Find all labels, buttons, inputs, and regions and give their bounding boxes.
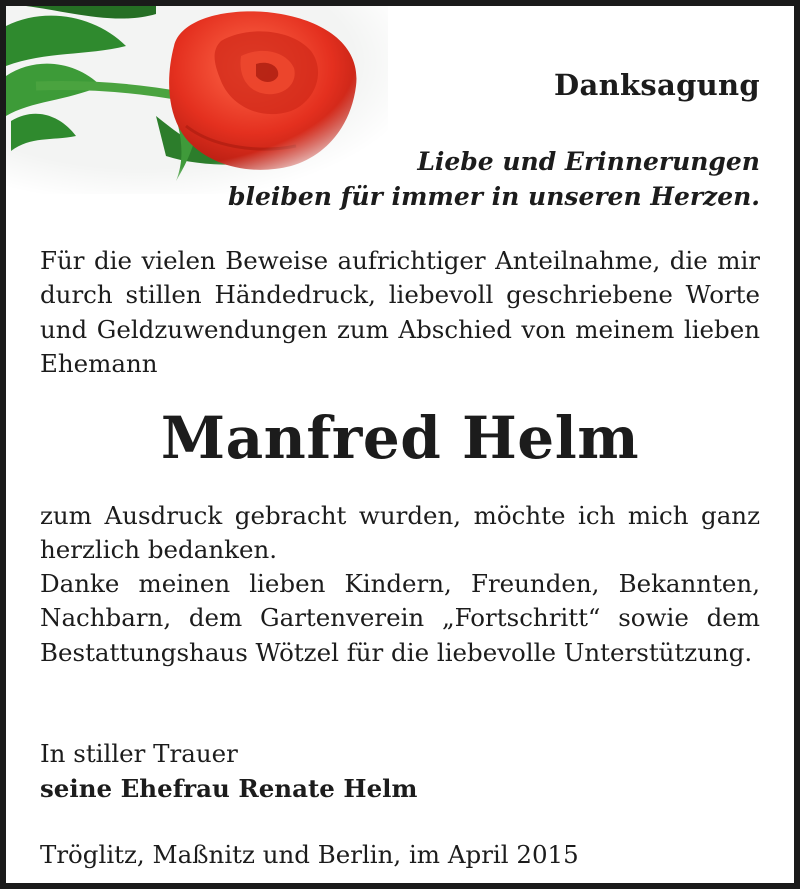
notice-heading: Danksagung: [554, 68, 760, 102]
motto-line-1: Liebe und Erinnerungen: [417, 147, 760, 176]
closing-line: In stiller Trauer: [40, 739, 238, 768]
thanks-paragraph-3: Danke meinen lieben Kindern, Freunden, Bekannten, Nachbarn, dem Gartenverein „Fortschritt“ sowie dem Bestattungshaus Wötzel für die liebevolle Unterstützung.: [40, 569, 760, 667]
motto: [228, 144, 760, 214]
motto-line-2: bleiben für immer in unseren Herzen.: [228, 182, 760, 211]
deceased-name: Manfred Helm: [160, 404, 640, 472]
place-date: Tröglitz, Maßnitz und Berlin, im April 2015: [40, 840, 579, 869]
signature: seine Ehefrau Renate Helm: [40, 774, 418, 803]
thanks-paragraph-2: zum Ausdruck gebracht wurden, möchte ich mich ganz herzlich bedanken.: [40, 501, 760, 565]
thanks-paragraph-1: Für die vielen Beweise aufrichtiger Anteilnahme, die mir durch stillen Händedruck, liebevoll geschriebene Worte und Geldzuwendungen zum Abschied von meinem lieben Ehemann: [40, 246, 760, 379]
